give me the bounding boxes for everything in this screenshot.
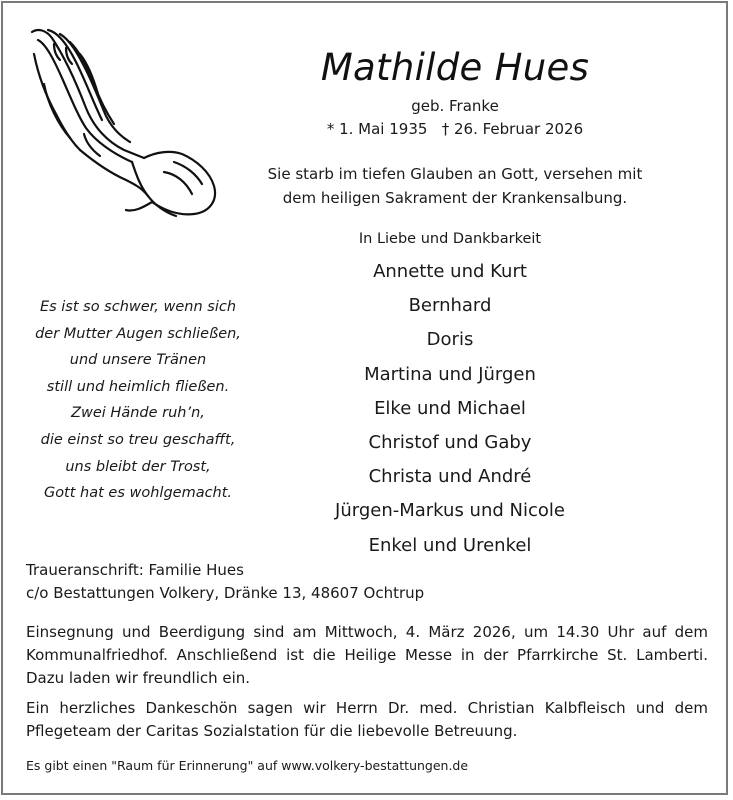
family-member: Jürgen-Markus und Nicole: [335, 500, 565, 522]
family-intro: In Liebe und Dankbarkeit: [358, 231, 542, 247]
praying-hands-icon: [24, 24, 224, 220]
thanks-note: [26, 697, 708, 743]
poem-line: uns bleibt der Trost,: [65, 458, 211, 475]
poem-line: still und heimlich fließen.: [46, 378, 230, 395]
faith-line: dem heiligen Sakrament der Krankensalbung.: [282, 189, 628, 207]
thanks-line: Ein herzliches Dankeschön sagen wir Herrn Dr. med. Christian Kalbfleisch und dem: [26, 699, 708, 717]
ceremony-line: Dazu laden wir freundlich ein.: [26, 669, 251, 687]
family-member: Bernhard: [408, 295, 492, 317]
family-member: Martina und Jürgen: [364, 363, 536, 385]
faith-line: Sie starb im tiefen Glauben an Gott, versehen mit: [267, 165, 643, 183]
deceased-name: Mathilde Hues: [320, 46, 590, 89]
family-member: Enkel und Urenkel: [368, 534, 532, 556]
ceremony-line: Kommunalfriedhof. Anschließend ist die Heilige Messe in der Pfarrkirche St. Lamberti.: [26, 646, 708, 664]
poem-line: die einst so treu geschafft,: [40, 431, 236, 448]
faith-statement: [240, 162, 670, 210]
family-member: Christof und Gaby: [368, 431, 532, 453]
poem-line: der Mutter Augen schließen,: [35, 325, 241, 342]
family-member: Doris: [426, 329, 474, 351]
ceremony-line: Einsegnung und Beerdigung sind am Mittwoch, 4. März 2026, um 14.30 Uhr auf dem: [26, 623, 708, 641]
maiden-name: geb. Franke: [411, 97, 499, 115]
poem-line: Gott hat es wohlgemacht.: [43, 485, 233, 502]
poem-line: Es ist so schwer, wenn sich: [39, 299, 237, 315]
family-member: Christa und André: [368, 466, 532, 488]
poem-line: Zwei Hände ruh’n,: [71, 405, 205, 422]
family-member: Elke und Michael: [374, 397, 526, 419]
mourning-address: [26, 559, 708, 605]
address-line: c/o Bestattungen Volkery, Dränke 13, 48607 Ochtrup: [26, 584, 425, 602]
memorial-website-note: Es gibt einen "Raum für Erinnerung" auf www.volkery-bestattungen.de: [26, 758, 469, 773]
ceremony-details: [26, 621, 708, 690]
family-list: [300, 258, 600, 566]
address-line: Traueranschrift: Familie Hues: [26, 561, 244, 579]
memorial-poem: [18, 294, 258, 507]
poem-line: und unsere Tränen: [69, 352, 207, 369]
thanks-line: Pflegeteam der Caritas Sozialstation für die liebevolle Betreuung.: [26, 722, 518, 740]
family-member: Annette und Kurt: [373, 261, 527, 282]
life-dates: * 1. Mai 1935 † 26. Februar 2026: [326, 120, 584, 138]
